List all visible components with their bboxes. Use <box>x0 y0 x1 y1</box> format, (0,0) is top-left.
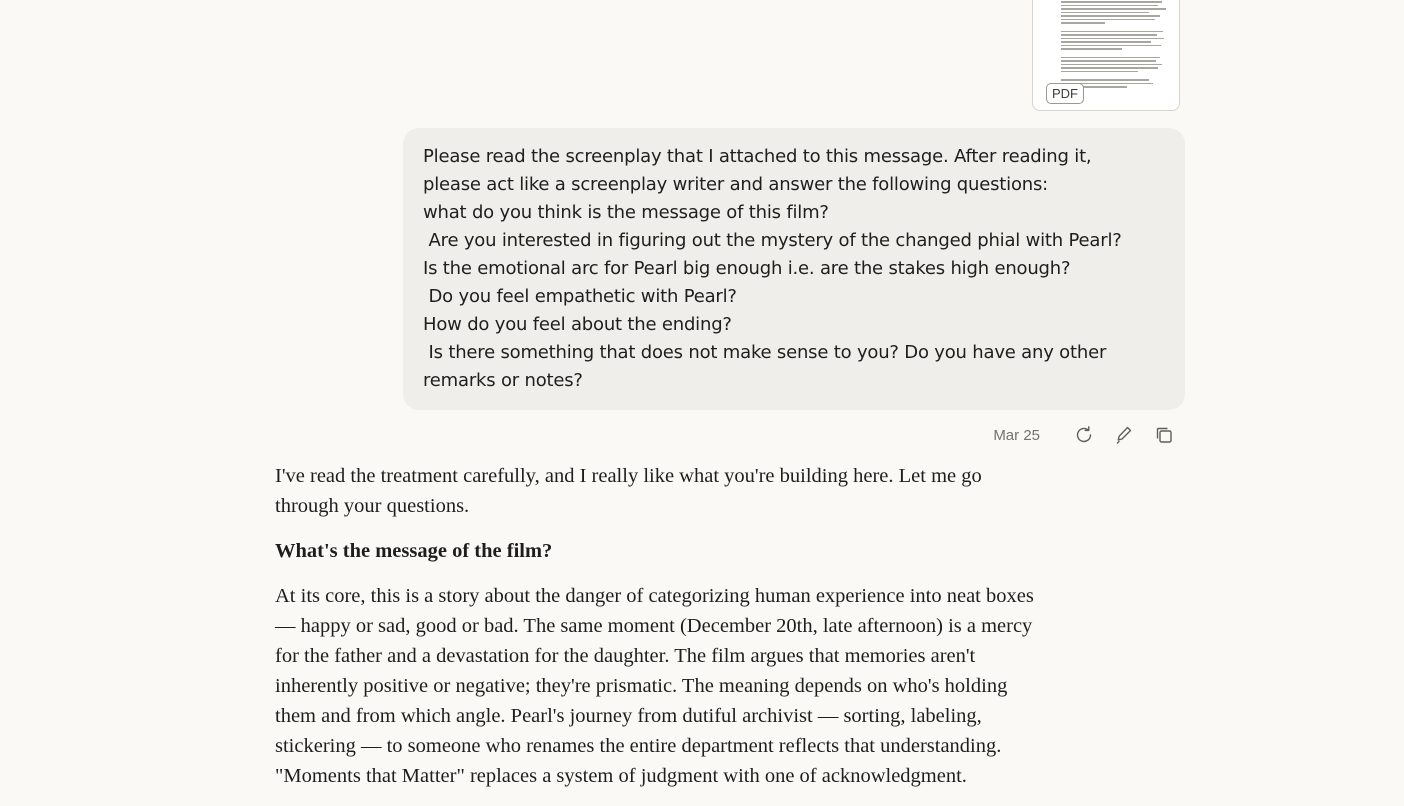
edit-button[interactable] <box>1112 423 1136 447</box>
section-heading: What's the message of the film? <box>275 540 553 562</box>
retry-button[interactable] <box>1072 423 1096 447</box>
pdf-badge: PDF <box>1046 83 1084 104</box>
pdf-page-preview <box>1061 1 1171 90</box>
message-date: Mar 25 <box>993 426 1040 444</box>
user-message-line: please act like a screenplay writer and answer the following questions: <box>423 174 1049 195</box>
edit-pencil-icon <box>1113 424 1135 446</box>
pdf-attachment-thumbnail[interactable] <box>1032 0 1180 111</box>
assistant-intro: I've read the treatment carefully, and I really like what you're building here. Let me go through your questions. <box>275 465 982 517</box>
user-message-line: remarks or notes? <box>423 370 583 391</box>
assistant-message <box>275 461 1145 806</box>
copy-icon <box>1153 424 1175 446</box>
assistant-paragraph: At its core, this is a story about the danger of categorizing human experience into neat boxes — happy or sad, good or bad. The same moment (December 20th, late afternoon) is a mercy for the father and a devastation for the daughter. The film argues that memories aren't inherently positive or negative; they're prismatic. The meaning depends on who's holding them and from which angle. Pearl's journey from dutiful archivist — sorting, labeling, stickering — to someone who renames the entire department reflects that understanding. "Moments that Matter" replaces a system of judgment with one of acknowledgment. <box>275 585 1034 787</box>
user-message-line: what do you think is the message of this film? <box>423 202 829 223</box>
user-message-line: Do you feel empathetic with Pearl? <box>423 286 737 307</box>
user-message-line: How do you feel about the ending? <box>423 314 732 335</box>
user-message-line: Are you interested in figuring out the mystery of the changed phial with Pearl? <box>423 230 1122 251</box>
user-message-bubble <box>403 128 1185 410</box>
user-message-line: Is there something that does not make sense to you? Do you have any other <box>423 342 1107 363</box>
user-message-line: Please read the screenplay that I attached to this message. After reading it, <box>423 146 1092 167</box>
user-message-line: Is the emotional arc for Pearl big enough i.e. are the stakes high enough? <box>423 258 1071 279</box>
copy-button[interactable] <box>1152 423 1176 447</box>
message-actions <box>993 422 1176 448</box>
retry-icon <box>1073 424 1095 446</box>
